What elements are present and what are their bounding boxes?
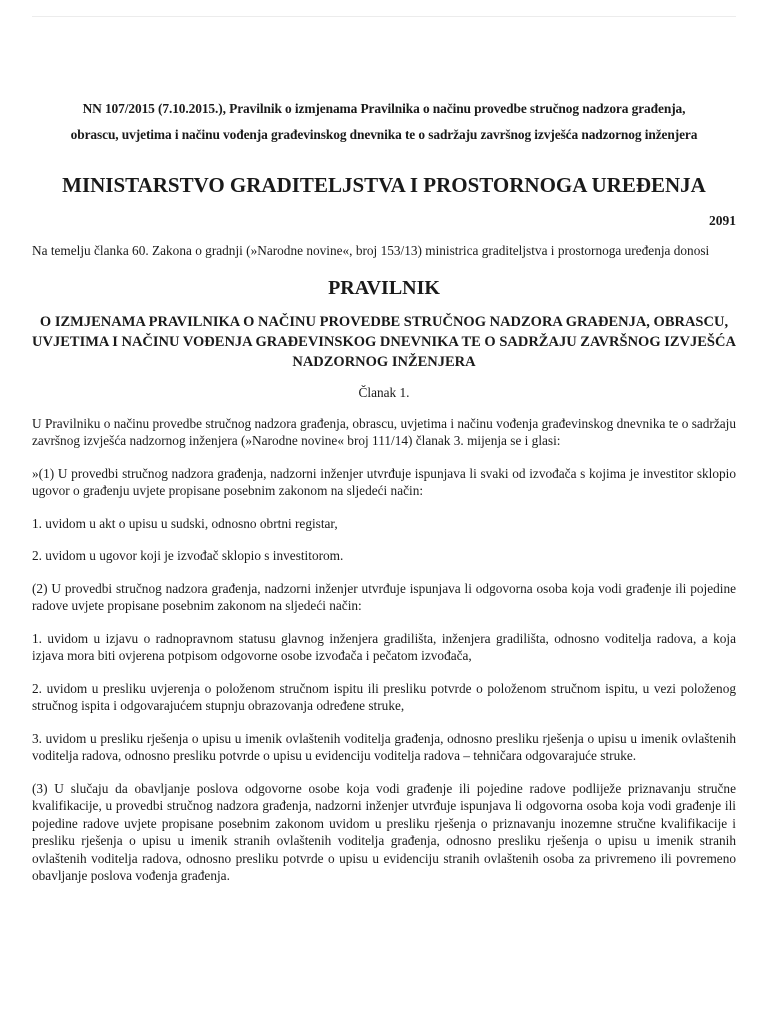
document-header-line-1: NN 107/2015 (7.10.2015.), Pravilnik o izmjenama Pravilnika o načinu provedbe stručnog nadzora građenja, <box>82 101 686 116</box>
top-divider <box>32 16 736 17</box>
paragraph: (2) U provedbi stručnog nadzora građenja, nadzorni inženjer utvrđuje ispunjava li odgovorna osoba koja vodi građenje ili pojedine radove uvjete propisane posebnim zakonom na sljedeći način: <box>32 580 736 613</box>
list-item: 1. uvidom u akt o upisu u sudski, odnosno obrtni registar, <box>32 515 338 531</box>
paragraph: U Pravilniku o načinu provedbe stručnog nadzora građenja, obrascu, uvjetima i načinu vođenja građevinskog dnevnika te o sadržaju završnog izvješća nadzornog inženjera (»Narodne novine« broj 111/14) članak 3. mijenja se i glasi: <box>32 415 736 448</box>
paragraph: (3) U slučaju da obavljanje poslova odgovorne osobe koja vodi građenje ili pojedine radove podliježe priznavanju stručne kvalifikacije, u provedbi stručnog nadzora građenja, nadzorni inženjer utvrđuje ispunjava li odgovorna osoba koja vodi građenje ili pojedine radove uvjete propisane posebnim zakonom uvidom u presliku rješenja o priznavanju inozemne stručne kvalifikacije i presliku rješenja o upisu u imenik stranih ovlaštenih voditelja građenja, odnosno presliku rješenja o upisu u imenik stranih ovlaštenih voditelja radova, odnosno presliku potvrde o upisu u evidenciju stranih ovlaštenih osoba za privremeno ili povremeno obavljanje poslova vođenja građenja. <box>32 780 736 883</box>
paragraph: »(1) U provedbi stručnog nadzora građenja, nadzorni inženjer utvrđuje ispunjava li svaki od izvođača s kojima je investitor sklopio ugovor o građenju uvjete propisane posebnim zakonom na sljedeći način: <box>32 465 736 498</box>
list-item: 3. uvidom u presliku rješenja o upisu u imenik ovlaštenih voditelja građenja, odnosno presliku rješenja o upisu u imenik ovlaštenih voditelja radova, odnosno presliku potvrde o upisu u evidenciju voditelja radova – tehničara odgovarajuće struke. <box>32 730 736 763</box>
document-number: 2091 <box>709 213 736 228</box>
document-subtitle: O IZMJENAMA PRAVILNIKA O NAČINU PROVEDBE STRUČNOG NADZORA GRAĐENJA, OBRASCU, UVJETIMA I NAČINU VOĐENJA GRAĐEVINSKOG DNEVNIKA TE O SADRŽAJU ZAVRŠNOG IZVJEŠĆA NADZORNOG INŽENJERA <box>32 313 736 370</box>
document-title: PRAVILNIK <box>328 276 440 299</box>
list-item: 2. uvidom u ugovor koji je izvođač sklopio s investitorom. <box>32 548 344 563</box>
document-page <box>32 96 736 885</box>
ministry-heading: MINISTARSTVO GRADITELJSTVA I PROSTORNOGA UREĐENJA <box>62 173 706 197</box>
article-heading: Članak 1. <box>358 384 410 400</box>
intro-paragraph: Na temelju članka 60. Zakona o gradnji (»Narodne novine«, broj 153/13) ministrica graditeljstva i prostornoga uređenja donosi <box>32 243 710 258</box>
list-item: 2. uvidom u presliku uvjerenja o položenom stručnom ispitu ili presliku potvrde o položenom stručnom ispitu, u vezi položenog stručnog ispita i odgovarajućem stupnju obrazovanja određene struke, <box>32 680 736 713</box>
document-header-line-2: obrascu, uvjetima i načinu vođenja građevinskog dnevnika te o sadržaju završnog izvješća nadzornog inženjera <box>70 127 698 142</box>
list-item: 1. uvidom u izjavu o radnopravnom statusu glavnog inženjera gradilišta, inženjera gradilišta, odnosno voditelja radova, a koja izjava mora biti ovjerena potpisom odgovorne osobe izvođača i pečatom izvođača, <box>32 630 736 663</box>
